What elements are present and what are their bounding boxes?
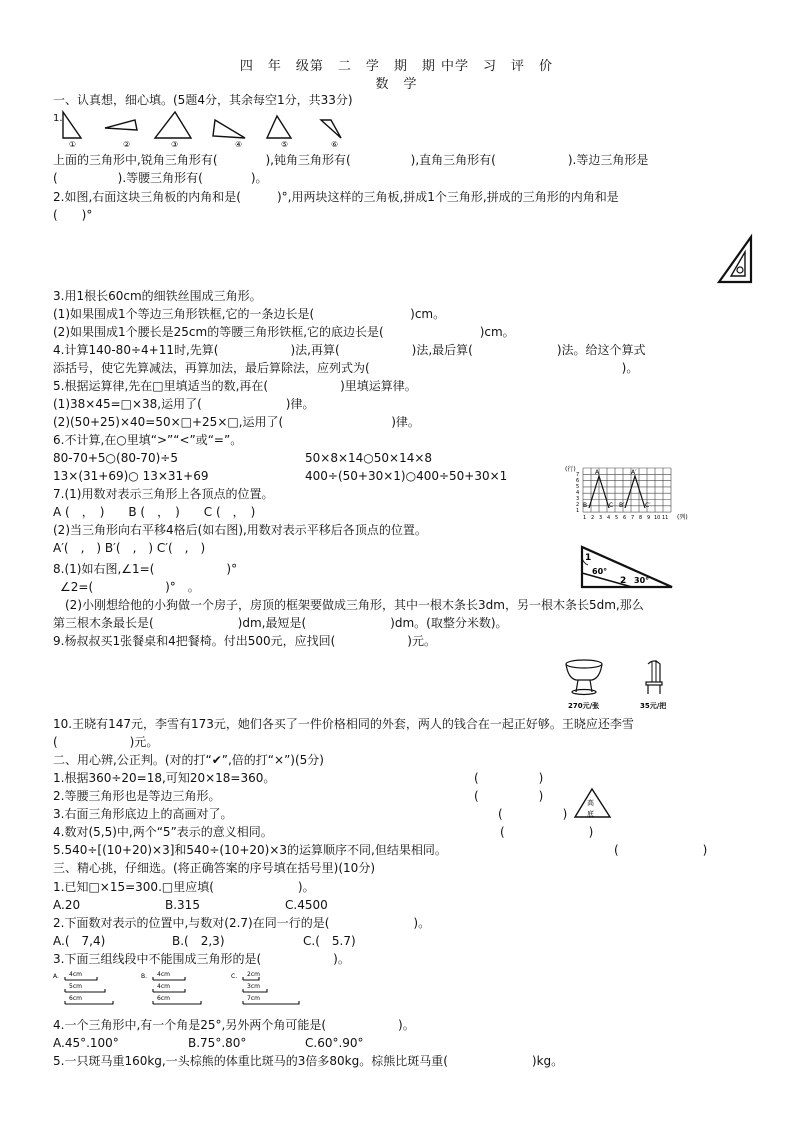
y-tick: 6 bbox=[576, 478, 580, 484]
table-price: 270元/张 bbox=[568, 702, 600, 710]
group-a-label: A. bbox=[53, 973, 59, 980]
q4-line1: 4.计算140-80÷4+11时,先算( )法,再算( )法,最后算( )法。给这个算式 bbox=[53, 343, 646, 357]
q8-line1: 8.(1)如右图,∠1=( )° bbox=[53, 562, 238, 576]
q2-line2: ( )° bbox=[53, 208, 93, 222]
choice-q4-option-a: A.45°.100° bbox=[53, 1036, 119, 1050]
group-b-label: B. bbox=[141, 973, 148, 980]
triangle-3 bbox=[155, 112, 191, 138]
triangle-label: ⑤ bbox=[281, 140, 289, 149]
set-square-figure bbox=[715, 234, 757, 286]
vertex-label-b-prime: B′ bbox=[619, 502, 625, 509]
choice-q4-option-b: B.75°.80° bbox=[188, 1036, 247, 1050]
x-tick: 7 bbox=[631, 515, 635, 521]
segment-length: 2cm bbox=[247, 971, 260, 978]
y-tick: 3 bbox=[576, 496, 580, 502]
q6-row2-right: 400÷(50+30×1)○400÷50+30×1 bbox=[305, 469, 508, 483]
section3-heading: 三、精心挑，仔细选。(将正确答案的序号填在括号里)(10分) bbox=[53, 861, 375, 875]
q3-line2: (1)如果围成1个等边三角形铁框,它的一条边长是( )cm。 bbox=[53, 307, 446, 321]
choice-q1-option-a: A.20 bbox=[53, 898, 81, 912]
x-tick: 1 bbox=[583, 515, 587, 521]
q1-line1: 上面的三角形中,锐角三角形有( ),钝角三角形有( ),直角三角形有( ).等边三角形是 bbox=[53, 153, 649, 167]
y-tick: 5 bbox=[576, 484, 580, 490]
triangle-label: ④ bbox=[235, 140, 243, 149]
q7-line1: 7.(1)用数对表示三角形上各顶点的位置。 bbox=[53, 487, 274, 501]
base-label: 底 bbox=[587, 810, 594, 818]
choice-q4: 4.一个三角形中,有一个角是25°,另外两个角可能是( )。 bbox=[53, 1018, 415, 1032]
choice-q2-option-b: B.( 2,3) bbox=[172, 934, 225, 948]
choice-q3: 3.下面三组线段中不能围成三角形的是( )。 bbox=[53, 952, 350, 966]
x-tick: 10 bbox=[654, 515, 661, 521]
x-tick: 4 bbox=[607, 515, 611, 521]
q4-line2: 添括号，使它先算减法，再算加法，最后算除法，应列式为( )。 bbox=[53, 361, 639, 375]
choice-q2-option-a: A.( 7,4) bbox=[53, 934, 106, 948]
q1-number: 1. bbox=[53, 113, 63, 124]
segment-length: 4cm bbox=[157, 971, 170, 978]
choice-q2: 2.下面数对表示的位置中,与数对(2.7)在同一行的是( )。 bbox=[53, 916, 431, 930]
segment-length: 6cm bbox=[69, 995, 82, 1002]
vertex-label-a: A bbox=[595, 469, 600, 476]
judge-item-3: 3.右面三角形底边上的高画对了。 bbox=[53, 807, 233, 821]
chair-price: 35元/把 bbox=[640, 702, 667, 710]
x-tick: 11 bbox=[662, 515, 669, 521]
six-triangles-figure bbox=[55, 108, 355, 150]
vertex-label-b: B bbox=[583, 502, 588, 509]
judge-item-4: 4.数对(5,5)中,两个“5”表示的意义相同。 bbox=[53, 825, 273, 839]
triangle-label: ⑥ bbox=[331, 140, 339, 149]
choice-q1: 1.已知□×15=300.□里应填( )。 bbox=[53, 880, 315, 894]
judge-blank-2: ( ) bbox=[474, 789, 544, 803]
q6-row1-left: 80-70+5○(80-70)÷5 bbox=[53, 451, 178, 465]
triangle-label: ② bbox=[123, 140, 131, 149]
q8-line3: (2)小刚想给他的小狗做一个房子，房顶的框架要做成三角形，其中一根木条长3dm，另一根木条长5dm,那么 bbox=[53, 598, 644, 612]
q5-line3: (2)(50+25)×40=50×□+25×□,运用了( )律。 bbox=[53, 415, 420, 429]
judge-blank-1: ( ) bbox=[474, 771, 544, 785]
section2-heading: 二、用心辨,公正判。(对的打“✔”,倍的打“×”)(5分) bbox=[53, 753, 324, 767]
y-tick: 4 bbox=[576, 490, 580, 496]
q8-line2: ∠2=( )° 。 bbox=[60, 580, 200, 594]
y-tick: 2 bbox=[576, 502, 580, 508]
table-icon bbox=[566, 660, 602, 668]
segment-length: 4cm bbox=[157, 983, 170, 990]
q9-line1: 9.杨叔叔买1张餐桌和4把餐椅。付出500元，应找回( )元。 bbox=[53, 634, 436, 648]
choice-q1-option-c: C.4500 bbox=[285, 898, 328, 912]
judge-blank-3: ( ) bbox=[498, 807, 568, 821]
q10-line2: ( )元。 bbox=[53, 735, 159, 749]
judge-item-5: 5.540÷[(10+20)×3]和540÷(10+20)×3的运算顺序不同,但结果相同。 bbox=[53, 843, 447, 857]
judge-item-1: 1.根据360÷20=18,可知20×18=360。 bbox=[53, 771, 276, 785]
triangle-label: ③ bbox=[171, 140, 179, 149]
q1-line2: ( ).等腰三角形有( )。 bbox=[53, 171, 268, 185]
angle-2-label: 2 bbox=[620, 576, 627, 586]
triangle-4 bbox=[213, 120, 245, 138]
right-triangle-angle-figure bbox=[578, 543, 678, 591]
vertex-label-c: C bbox=[609, 502, 614, 509]
coordinate-grid-figure bbox=[565, 462, 688, 522]
subject-title: 数 学 bbox=[375, 77, 418, 92]
segment-length: 4cm bbox=[69, 971, 82, 978]
x-tick: 8 bbox=[639, 515, 643, 521]
y-tick: 1 bbox=[576, 508, 580, 514]
q3-line1: 3.用1根长60cm的细铁丝围成三角形。 bbox=[53, 289, 262, 303]
y-tick: 7 bbox=[576, 472, 580, 478]
triangle-5 bbox=[267, 116, 291, 138]
segment-length: 3cm bbox=[247, 983, 260, 990]
q6-row1-right: 50×8×14○50×14×8 bbox=[305, 451, 433, 465]
choice-q4-option-c: C.60°.90° bbox=[305, 1036, 364, 1050]
grid-x-label: (列) bbox=[677, 514, 688, 521]
triangle-6 bbox=[321, 120, 341, 138]
q5-line1: 5.根据运算律,先在□里填适当的数,再在( )里填运算律。 bbox=[53, 379, 417, 393]
q8-line4: 第三根木条最长是( )dm,最短是( )dm。(取整分米数)。 bbox=[53, 616, 508, 630]
q6-line1: 6.不计算,在○里填“>”“<”或“=”。 bbox=[53, 433, 243, 447]
section1-heading: 一、认真想，细心填。(5题4分，其余每空1分，共33分) bbox=[53, 93, 353, 107]
segment-length: 7cm bbox=[247, 995, 260, 1002]
grid-y-label: (行) bbox=[565, 466, 576, 473]
judge-blank-4: ( ) bbox=[500, 825, 594, 839]
judge-blank-5: ( ) bbox=[614, 843, 708, 857]
angle-30-label: 30° bbox=[634, 576, 650, 585]
choice-q1-option-b: B.315 bbox=[165, 898, 200, 912]
triangle-label: ① bbox=[69, 140, 77, 149]
angle-1-label: 1 bbox=[585, 553, 592, 563]
choice-q5: 5.一只斑马重160kg,一头棕熊的体重比斑马的3倍多80kg。棕熊比斑马重( )kg。 bbox=[53, 1054, 564, 1068]
q5-line2: (1)38×45=□×38,运用了( )律。 bbox=[53, 397, 315, 411]
group-c-label: C. bbox=[231, 973, 238, 980]
height-triangle-figure bbox=[572, 787, 614, 823]
chair-icon bbox=[648, 661, 660, 682]
q3-line3: (2)如果围成1个腰长是25cm的等腰三角形铁框,它的底边长是( )cm。 bbox=[53, 325, 515, 339]
table-chair-figure bbox=[562, 656, 682, 712]
height-label: 高 bbox=[587, 799, 594, 807]
q7-line2: A ( ， ) B ( ， ) C ( ， ) bbox=[53, 505, 256, 519]
q6-row2-left: 13×(31+69)○ 13×31+69 bbox=[53, 469, 209, 483]
choice-q2-option-c: C.( 5.7) bbox=[303, 934, 356, 948]
triangle-1 bbox=[63, 112, 81, 138]
q7-line3: (2)当三角形向右平移4格后(如右图),用数对表示平移后各顶点的位置。 bbox=[53, 523, 427, 537]
x-tick: 3 bbox=[599, 515, 603, 521]
segment-length: 5cm bbox=[69, 983, 82, 990]
x-tick: 9 bbox=[647, 515, 651, 521]
angle-60-label: 60° bbox=[592, 567, 608, 576]
vertex-label-a-prime: A′ bbox=[631, 469, 637, 476]
vertex-label-c-prime: C′ bbox=[645, 502, 651, 509]
x-tick: 6 bbox=[623, 515, 627, 521]
judge-item-2: 2.等腰三角形也是等边三角形。 bbox=[53, 789, 221, 803]
q2-line1: 2.如图,右面这块三角板的内角和是( )°,用两块这样的三角板,拼成1个三角形,拼成的三角形的内角和是 bbox=[53, 190, 619, 204]
x-tick: 5 bbox=[615, 515, 619, 521]
segment-length: 6cm bbox=[157, 995, 170, 1002]
q7-line4: A′( , ) B′( , ) C′( , ) bbox=[53, 541, 206, 555]
segments-figure bbox=[53, 968, 333, 1014]
q10-line1: 10.王晓有147元，李雪有173元，她们各买了一件价格相同的外套，两人的钱合在一起正好够。王晓应还李雪 bbox=[53, 717, 634, 731]
page-title: 四 年 级第 二 学 期 期 中学 习 评 价 bbox=[239, 59, 554, 74]
x-tick: 2 bbox=[591, 515, 595, 521]
triangle-2 bbox=[105, 120, 137, 130]
